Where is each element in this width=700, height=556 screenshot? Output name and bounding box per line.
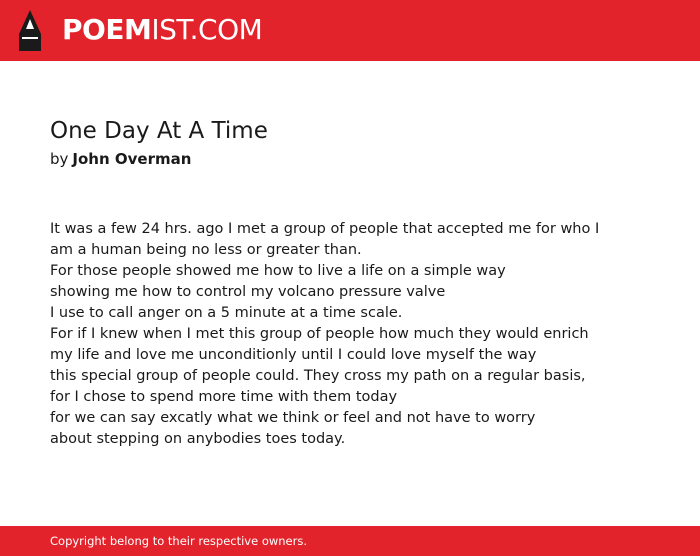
poem-line: my life and love me unconditionly until I could love myself the way — [50, 347, 537, 363]
poem-line: for I chose to spend more time with them today — [50, 389, 398, 405]
by-label: by — [50, 150, 69, 168]
poem-line: showing me how to control my volcano pressure valve — [50, 284, 446, 300]
logo-light-text: IST.COM — [151, 13, 263, 46]
pencil-icon — [18, 10, 42, 51]
logo-bold-text: POEM — [62, 13, 152, 46]
poem-line: It was a few 24 hrs. ago I met a group of people that accepted me for who I — [50, 221, 600, 237]
poem-line: about stepping on anybodies toes today. — [50, 431, 346, 447]
author-name: John Overman — [72, 150, 192, 168]
poem-body — [50, 219, 650, 450]
poem-line: for we can say excatly what we think or feel and not have to worry — [50, 410, 536, 426]
poem-line: For if I knew when I met this group of people how much they would enrich — [50, 326, 589, 342]
poem-line: For those people showed me how to live a life on a simple way — [50, 263, 506, 279]
site-header — [0, 0, 700, 61]
poem-line: this special group of people could. They cross my path on a regular basis, — [50, 368, 586, 384]
poem-line: am a human being no less or greater than. — [50, 242, 362, 258]
site-logo[interactable] — [62, 13, 262, 47]
site-footer — [0, 526, 700, 556]
copyright-text: Copyright belong to their respective owners. — [50, 534, 308, 548]
poem-title: One Day At A Time — [50, 118, 268, 144]
poem-line: I use to call anger on a 5 minute at a time scale. — [50, 305, 403, 321]
byline — [50, 148, 191, 170]
